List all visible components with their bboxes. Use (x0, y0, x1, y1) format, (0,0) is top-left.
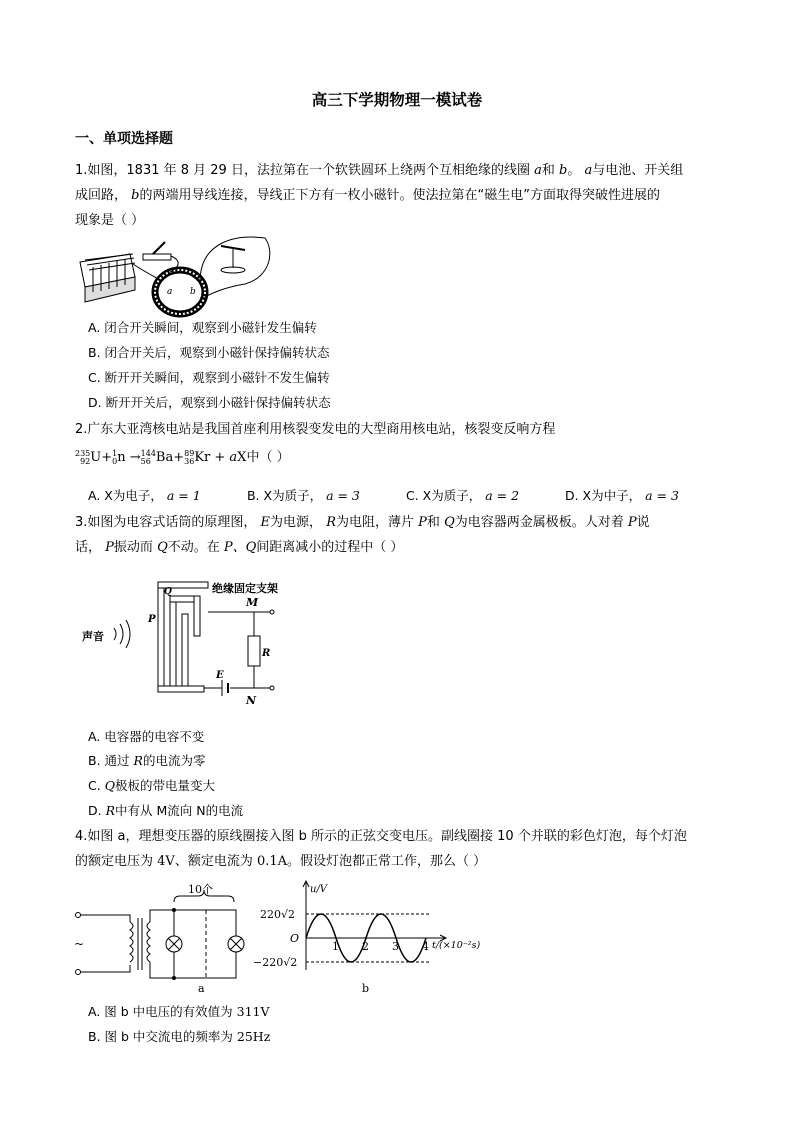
page-title: 高三下学期物理一模试卷 (311, 91, 483, 109)
question-4-text: 4.如图 a，理想变压器的原线圈接入图 b 所示的正弦交变电压。副线圈接 10 个并联的彩色灯泡，每个灯泡 的额定电压为 4V、额定电流为 0.1A。假设灯泡都正常工作，那么（ ） (75, 829, 687, 869)
fission-equation: 235 92U+1 0n →144 56 Ba+89 36Kr + aX中（ ） (75, 448, 290, 466)
bulb-count-label: 10个 (188, 883, 213, 896)
time-axis-label: t/(×10⁻²s) (432, 940, 481, 951)
transformer-figure (70, 880, 490, 995)
q2-option-a[interactable]: A. X为电子， a = 1 (88, 488, 201, 503)
q2-option-d[interactable]: D. X为中子， a = 3 (564, 488, 679, 503)
q3-option-b[interactable]: B. 通过 R的电流为零 (88, 753, 206, 768)
voltage-max-label: 220√2 (260, 908, 296, 921)
time-tick-3: 3 (392, 940, 399, 953)
plate-q-label: Q (164, 587, 172, 597)
question-3-text: 3.如图为电容式话筒的原理图， E为电源， R为电阻，薄片 P和 Q为电容器两金属极板。人对着 P说 话， P振动而 Q不动。在 P、Q间距离减小的过程中（ ） (75, 515, 650, 555)
source-e-label: E (216, 670, 224, 681)
origin-label: O (290, 932, 300, 945)
resistor-r-label: R (262, 648, 271, 659)
voltage-min-label: −220√2 (253, 956, 298, 969)
microphone-circuit-figure (80, 570, 320, 710)
question-2-text: 2.广东大亚湾核电站是我国首座利用核裂变发电的大型商用核电站，核裂变反响方程 (75, 422, 556, 437)
faraday-ring-figure (75, 232, 275, 320)
q3-option-a[interactable]: A. 电容器的电容不变 (88, 729, 205, 744)
figure-b-label: b (362, 982, 370, 995)
time-tick-4: 4 (422, 940, 429, 953)
q2-option-b[interactable]: B. X为质子， a = 3 (246, 488, 360, 503)
time-tick-1: 1 (332, 940, 339, 953)
q1-option-d[interactable]: D. 断开开关后，观察到小磁针保持偏转状态 (88, 395, 331, 410)
bracket-label: 绝缘固定支架 (212, 582, 278, 595)
q3-option-c[interactable]: C. Q极板的带电量变大 (88, 778, 215, 793)
terminal-m-label: M (246, 596, 259, 609)
time-tick-2: 2 (362, 940, 369, 953)
q2-options (88, 486, 705, 504)
q1-option-c[interactable]: C. 断开开关瞬间，观察到小磁针不发生偏转 (88, 370, 330, 385)
q4-option-b[interactable]: B. 图 b 中交流电的频率为 25Hz (88, 1029, 271, 1044)
q1-option-a[interactable]: A. 闭合开关瞬间，观察到小磁针发生偏转 (88, 320, 317, 335)
q3-option-d[interactable]: D. R中有从 M流向 N的电流 (88, 803, 244, 818)
question-1-text: 1.如图，1831 年 8 月 29 日，法拉第在一个软铁圆环上绕两个互相绝缘的线圈 a和 b。 a与电池、开关组 成回路， b的两端用导线连接，导线正下方有一枚小磁针。使法拉第在“磁生电”方面取得突破性进展的 现象是（ ） (75, 163, 684, 228)
voltage-axis-label: u/V (310, 884, 328, 895)
figure-a-label: a (198, 982, 205, 995)
plate-p-label: P (148, 614, 156, 625)
coil-a-label: a (167, 287, 173, 297)
coil-b-label: b (190, 287, 196, 297)
section-heading: 一、单项选择题 (75, 131, 173, 147)
terminal-n-label: N (246, 694, 257, 707)
ac-source-symbol: ~ (74, 937, 85, 951)
sound-label: 声音 (82, 630, 104, 643)
q2-option-c[interactable]: C. X为质子， a = 2 (405, 488, 520, 503)
q4-option-a[interactable]: A. 图 b 中电压的有效值为 311V (88, 1004, 270, 1019)
q1-option-b[interactable]: B. 闭合开关后，观察到小磁针保持偏转状态 (88, 345, 330, 360)
